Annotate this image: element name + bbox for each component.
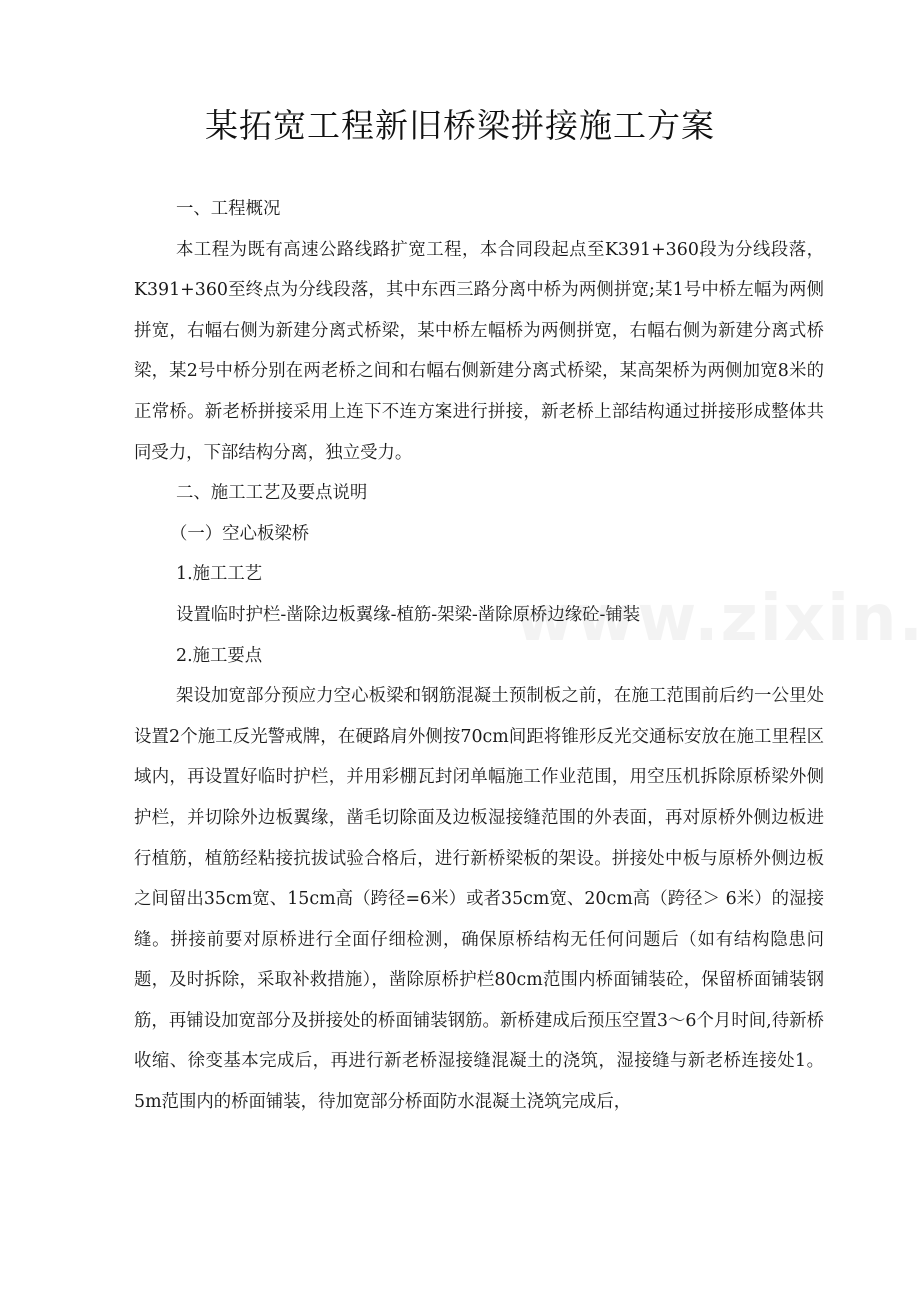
section-1-paragraph: 本工程为既有高速公路线路扩宽工程，本合同段起点至K391+360段为分线段落，K391+360至终点为分线段落，其中东西三路分离中桥为两侧拼宽;某1号中桥左幅为两侧拼宽，右幅右侧为新建分离式桥梁，某中桥左幅桥为两侧拼宽，右幅右侧为新建分离式桥梁，某2号中桥分别在两老桥之间和右幅右侧新建分离式桥梁，某高架桥为两侧加宽8米的正常桥。新老桥拼接采用上连下不连方案进行拼接，新老桥上部结构通过拼接形成整体共同受力，下部结构分离，独立受力。 [134, 239, 824, 463]
item-2-heading: 2.施工要点 [176, 645, 263, 666]
item-1-paragraph: 设置临时护栏-凿除边板翼缘-植筋-架梁-凿除原桥边缘砼-铺装 [176, 604, 641, 625]
subsection-1-heading: （一）空心板梁桥 [170, 523, 310, 544]
document-body [134, 189, 824, 1123]
item-1-heading: 1.施工工艺 [176, 564, 263, 585]
document-title: 某拓宽工程新旧桥梁拼接施工方案 [205, 106, 715, 145]
item-2-paragraph: 架设加宽部分预应力空心板梁和钢筋混凝土预制板之前，在施工范围前后约一公里处设置2个施工反光警戒牌，在硬路肩外侧按70cm间距将锥形反光交通标安放在施工里程区域内，再设置好临时护栏，并用彩棚瓦封闭单幅施工作业范围，用空压机拆除原桥梁外侧护栏，并切除外边板翼缘，凿毛切除面及边板湿接缝范围的外表面，再对原桥外侧边板进行植筋，植筋经粘接抗拔试验合格后，进行新桥梁板的架设。拼接处中板与原桥外侧边板之间留出35cm宽、15cm高（跨径=6米）或者35cm宽、20cm高（跨径＞ 6米）的湿接缝。拼接前要对原桥进行全面仔细检测，确保原桥结构无任何问题后（如有结构隐患问题，及时拆除，采取补救措施），凿除原桥护栏80cm范围内桥面铺装砼，保留桥面铺装钢筋，再铺设加宽部分及拼接处的桥面铺装钢筋。新桥建成后预压空置3～6个月时间,待新桥收缩、徐变基本完成后，再进行新老桥湿接缝混凝土的浇筑，湿接缝与新老桥连接处1。5m范围内的桥面铺装，待加宽部分桥面防水混凝土浇筑完成后， [134, 686, 824, 1113]
section-1-heading: 一、工程概况 [176, 199, 281, 219]
section-2-heading: 二、施工工艺及要点说明 [176, 483, 368, 504]
